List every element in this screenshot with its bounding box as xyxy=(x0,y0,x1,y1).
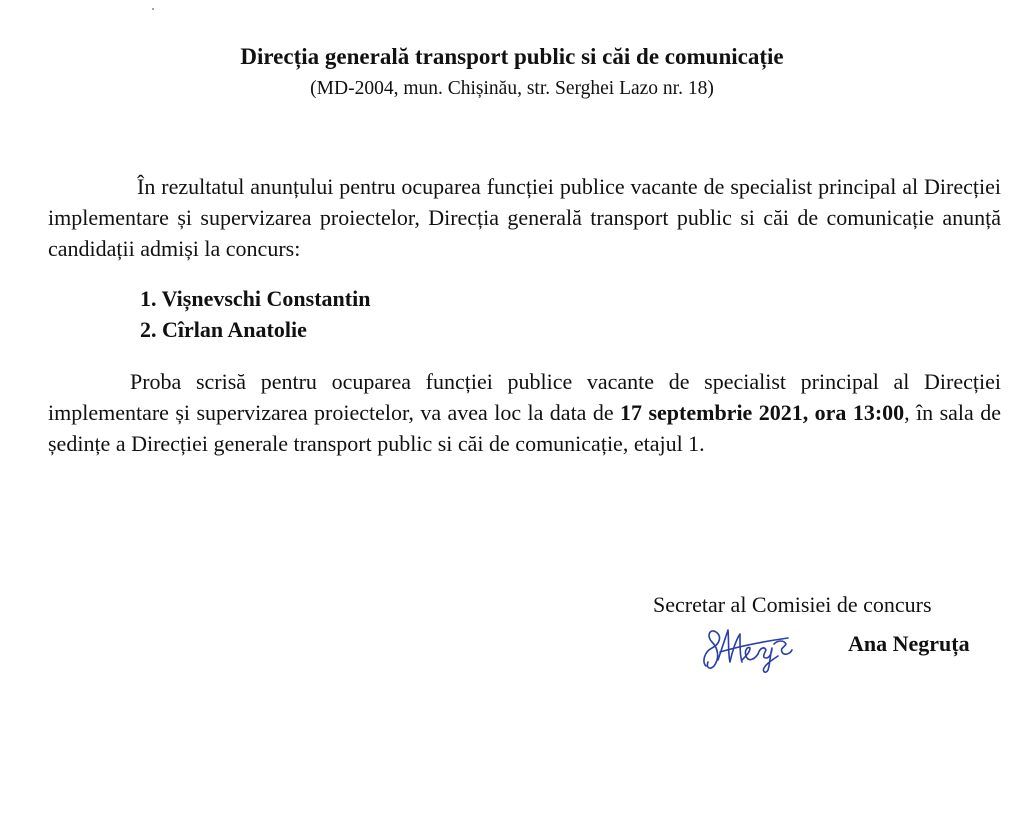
secretary-role: Secretar al Comisiei de concurs xyxy=(653,592,932,617)
handwritten-signature xyxy=(700,622,796,674)
secretary-name: Ana Negruța xyxy=(848,631,970,656)
exam-paragraph xyxy=(48,366,1001,459)
institution-address: (MD-2004, mun. Chișinău, str. Serghei Lazo nr. 18) xyxy=(310,78,714,99)
exam-text-after: , în sala de ședințe a Direcției generale transport public si căi de comunicație, etajul 1. xyxy=(48,400,1001,456)
list-item: 2. Cîrlan Anatolie xyxy=(140,317,307,342)
exam-date-time: 17 septembrie 2021, ora 13:00 xyxy=(620,400,905,425)
scan-speck xyxy=(152,8,154,10)
intro-paragraph: În rezultatul anunțului pentru ocuparea funcției publice vacante de specialist principal al Direcției implementare și supervizarea proiectelor, Direcția generală transport public si căi de comunicație anunță candidații admiși la concurs: xyxy=(48,174,1001,261)
list-item: 1. Vișnevschi Constantin xyxy=(140,286,371,311)
institution-title: Direcția generală transport public si căi de comunicație xyxy=(240,44,784,69)
candidate-list xyxy=(140,283,370,345)
exam-text-before: Proba scrisă pentru ocuparea funcției publice vacante de specialist principal al Direcției implementare și supervizarea proiectelor, va avea loc la data de xyxy=(48,369,1001,425)
